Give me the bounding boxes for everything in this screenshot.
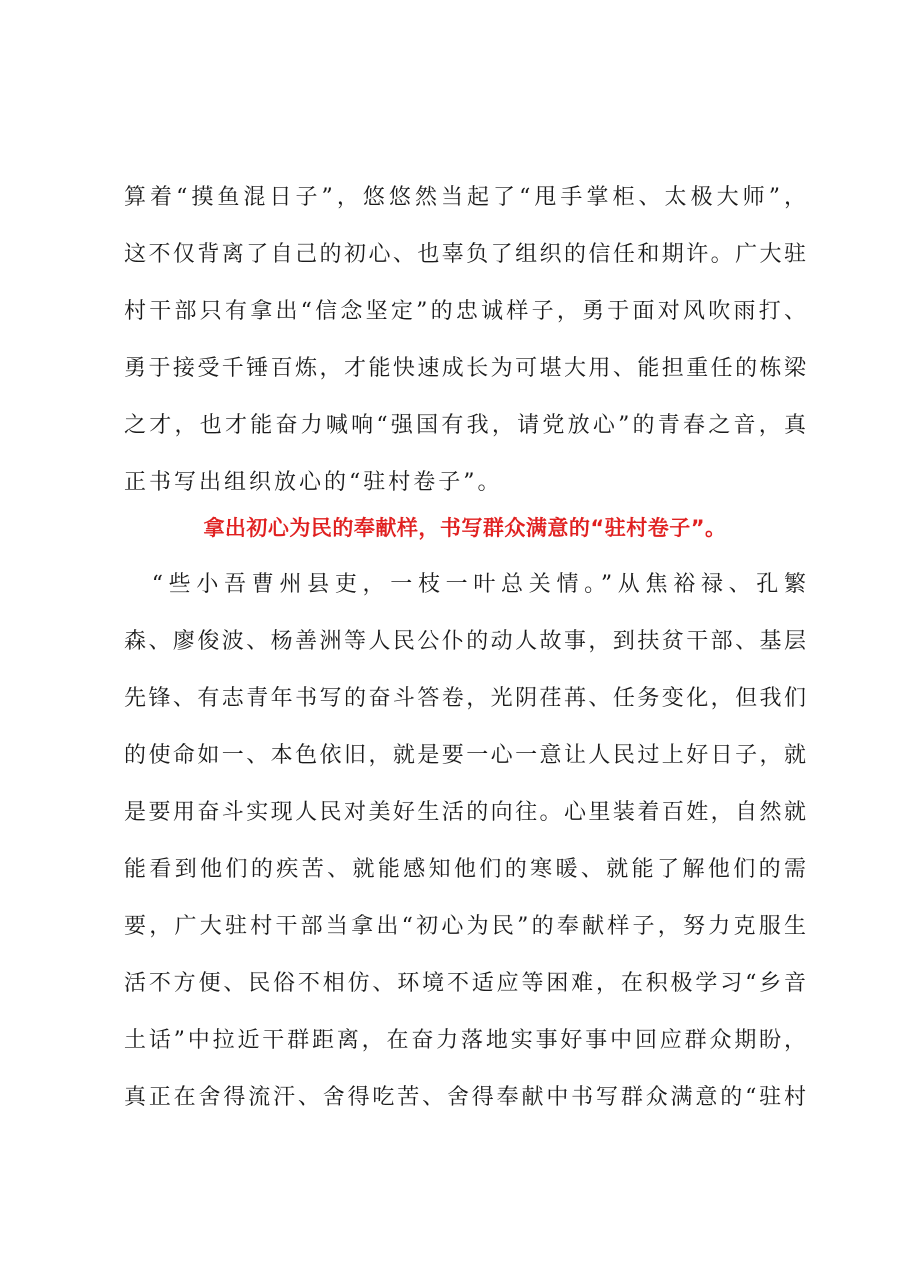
text-line: 森、廖俊波、杨善洲等人民公仆的动人故事，到扶贫干部、基层 (124, 629, 806, 654)
text-line: 这不仅背离了自己的初心、也辜负了组织的信任和期许。广大驻 (124, 242, 806, 267)
text-line: “些小吾曹州县吏，一枝一叶总关情。”从焦裕禄、孔繁 (124, 572, 806, 597)
text-line: 活不方便、民俗不相仿、环境不适应等困难，在积极学习“乡音 (124, 971, 806, 996)
text-line: 村干部只有拿出“信念坚定”的忠诚样子，勇于面对风吹雨打、 (124, 299, 806, 324)
text-line: 要，广大驻村干部当拿出“初心为民”的奉献样子，努力克服生 (124, 914, 806, 939)
text-line: 之才，也才能奋力喊响“强国有我，请党放心”的青春之音，真 (124, 413, 806, 438)
text-line: 是要用奋斗实现人民对美好生活的向往。心里装着百姓，自然就 (124, 800, 806, 825)
text-line: 正书写出组织放心的“驻村卷子”。 (124, 470, 503, 495)
section-heading: 拿出初心为民的奉献样，书写群众满意的“驻村卷子”。 (203, 516, 727, 540)
text-line: 的使命如一、本色依旧，就是要一心一意让人民过上好日子，就 (124, 743, 806, 768)
text-line: 能看到他们的疾苦、就能感知他们的寒暖、就能了解他们的需 (124, 857, 806, 882)
text-line: 真正在舍得流汗、舍得吃苦、舍得奉献中书写群众满意的“驻村 (124, 1085, 806, 1110)
text-line: 勇于接受千锤百炼，才能快速成长为可堪大用、能担重任的栋梁 (124, 356, 806, 381)
text-line: 土话”中拉近干群距离，在奋力落地实事好事中回应群众期盼， (124, 1028, 806, 1053)
text-line: 先锋、有志青年书写的奋斗答卷，光阴荏苒、任务变化，但我们 (124, 686, 806, 711)
text-line: 算着“摸鱼混日子”，悠悠然当起了“甩手掌柜、太极大师”， (124, 185, 806, 210)
